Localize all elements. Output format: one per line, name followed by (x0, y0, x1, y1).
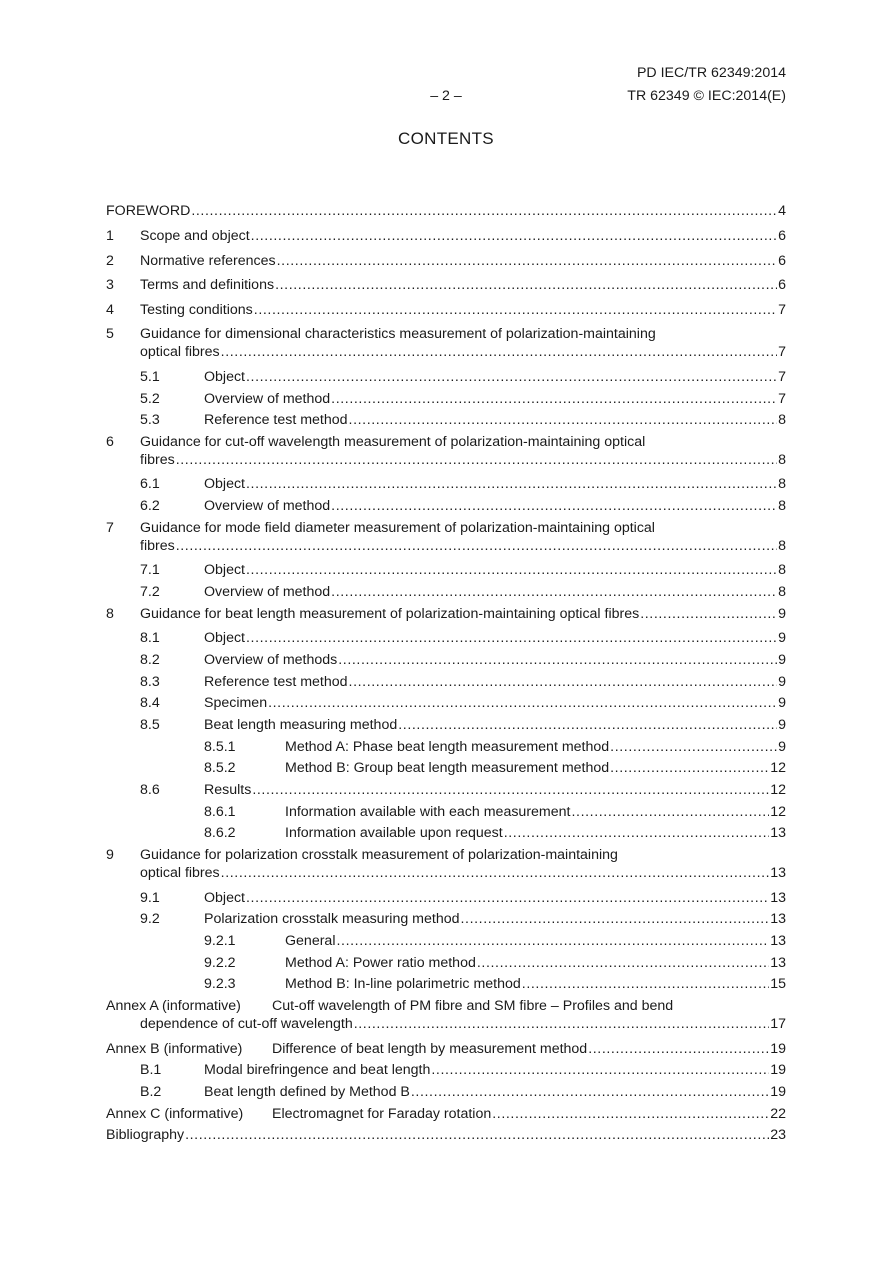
toc-entry[interactable] (106, 759, 786, 781)
toc-entry-number: 9.1 (140, 889, 160, 906)
toc-entry[interactable] (106, 910, 786, 932)
toc-entry[interactable] (106, 276, 786, 301)
toc-entry[interactable] (106, 1105, 786, 1127)
toc-entry[interactable] (106, 301, 786, 326)
toc-entry-page-number: 7 (778, 368, 786, 385)
toc-entry-title: Specimen (204, 695, 268, 712)
toc-entry-page-number: 7 (778, 390, 786, 407)
dot-leader (221, 864, 770, 882)
dot-leader (246, 561, 777, 579)
toc-entry-number: 5 (106, 326, 114, 343)
toc-entry[interactable] (106, 673, 786, 695)
toc-entry-page-number: 9 (778, 738, 786, 755)
toc-entry-number: 9.2.3 (204, 976, 236, 993)
dot-leader (349, 673, 778, 691)
dot-leader (246, 475, 777, 493)
dot-leader (275, 276, 777, 294)
toc-entry-title-continued: fibres (140, 537, 175, 554)
table-of-contents (106, 202, 786, 1148)
toc-entry-number: Annex C (informative) (106, 1105, 244, 1122)
toc-entry-title: Results (204, 782, 252, 799)
dot-leader (185, 1126, 769, 1144)
toc-entry-title-continued: dependence of cut-off wavelength (140, 1016, 353, 1033)
toc-entry-number: 5.1 (140, 368, 160, 385)
toc-entry-number: 8.4 (140, 695, 160, 712)
toc-entry-number: 8.2 (140, 651, 160, 668)
toc-entry[interactable] (106, 1040, 786, 1062)
toc-entry-page-number: 7 (778, 301, 786, 318)
toc-entry-number: 9 (106, 847, 114, 864)
toc-entry-page-number: 8 (778, 584, 786, 600)
toc-entry-number: 6.2 (140, 498, 160, 515)
dot-leader (571, 803, 769, 821)
toc-entry[interactable] (106, 475, 786, 497)
toc-entry-title: Electromagnet for Faraday rotation (272, 1105, 492, 1122)
toc-entry-title: Guidance for cut-off wavelength measurement of polarization-maintaining optical (140, 433, 646, 450)
toc-entry-title: Method B: Group beat length measurement method (285, 760, 610, 777)
dot-leader (492, 1105, 769, 1123)
dot-leader (398, 716, 777, 734)
toc-entry-number: 9.2.2 (204, 954, 236, 971)
toc-entry-number: 9.2.1 (204, 933, 236, 950)
toc-entry-title: Object (204, 562, 246, 579)
toc-entry-page-number: 17 (770, 1016, 786, 1033)
standard-reference: PD IEC/TR 62349:2014 (636, 65, 786, 81)
dot-leader (246, 889, 769, 907)
toc-entry-title: Normative references (140, 252, 276, 269)
toc-entry[interactable] (106, 694, 786, 716)
toc-entry-title: General (285, 933, 336, 950)
dot-leader (251, 227, 777, 245)
toc-entry-title: Modal birefringence and beat length (204, 1062, 431, 1079)
toc-entry-page-number: 13 (770, 933, 786, 950)
toc-entry-page-number: 6 (778, 228, 786, 244)
dot-leader (277, 252, 777, 270)
dot-leader (610, 759, 769, 777)
toc-entry-page-number: 12 (770, 760, 786, 777)
toc-entry-page-number: 13 (770, 911, 786, 928)
toc-entry[interactable] (106, 1061, 786, 1083)
toc-entry-page-number: 9 (778, 605, 786, 622)
toc-entry-number: 1 (106, 228, 114, 244)
toc-entry-page-number: 4 (778, 203, 786, 219)
toc-entry-number: 8.6 (140, 782, 160, 799)
toc-entry-number: 8.5.2 (204, 760, 236, 777)
toc-entry-page-number: 13 (770, 865, 786, 882)
toc-entry-title-continued: optical fibres (140, 865, 220, 882)
toc-entry-title: Reference test method (204, 673, 348, 690)
toc-entry-page-number: 13 (770, 954, 786, 971)
toc-entry-title: Reference test method (204, 412, 348, 429)
toc-entry-number: 3 (106, 277, 114, 294)
toc-entry-number: 8.1 (140, 630, 160, 647)
dot-leader (504, 824, 770, 842)
toc-entry-number: 8.5 (140, 717, 160, 734)
dot-leader (191, 202, 777, 220)
toc-entry[interactable] (106, 411, 786, 433)
toc-entry-title: Beat length defined by Method B (204, 1083, 410, 1100)
dot-leader (246, 629, 777, 647)
toc-entry[interactable] (106, 803, 786, 825)
toc-entry-title: Method B: In-line polarimetric method (285, 976, 521, 993)
dot-leader (354, 1015, 770, 1033)
toc-entry-page-number: 13 (770, 889, 786, 906)
toc-entry-title: Scope and object (140, 228, 250, 244)
page-number: – 2 – (430, 88, 462, 104)
toc-entry-number: 7 (106, 519, 114, 536)
toc-entry[interactable] (106, 629, 786, 651)
toc-entry-title: Method A: Power ratio method (285, 954, 476, 971)
toc-entry-number: 8.6.1 (204, 803, 236, 820)
toc-entry-title: Guidance for dimensional characteristics measurement of polarization-maintaining (140, 326, 656, 343)
dot-leader (176, 537, 777, 555)
toc-entry-page-number: 12 (770, 803, 786, 820)
toc-entry-page-number: 23 (770, 1127, 786, 1144)
toc-entry-title: Overview of method (204, 498, 331, 515)
toc-entry[interactable] (106, 1126, 786, 1148)
dot-leader (331, 497, 777, 515)
dot-leader (254, 301, 777, 319)
toc-entry-page-number: 8 (778, 562, 786, 579)
toc-entry-number: 8.3 (140, 673, 160, 690)
dot-leader (246, 368, 777, 386)
copyright-line: TR 62349 © IEC:2014(E) (627, 88, 786, 104)
toc-entry[interactable] (106, 583, 786, 605)
toc-entry-title: Object (204, 889, 246, 906)
toc-entry-number: 8.6.2 (204, 825, 236, 842)
toc-entry-title: Information available with each measurement (285, 803, 571, 820)
toc-entry-page-number: 19 (770, 1040, 786, 1057)
toc-entry-page-number: 15 (770, 976, 786, 993)
page-title: CONTENTS (398, 129, 494, 148)
toc-entry[interactable] (106, 716, 786, 738)
dot-leader (176, 451, 777, 469)
toc-entry[interactable] (106, 433, 786, 476)
toc-entry[interactable] (106, 390, 786, 412)
toc-entry-page-number: 12 (770, 782, 786, 799)
dot-leader (431, 1061, 769, 1079)
toc-entry[interactable] (106, 889, 786, 911)
toc-entry[interactable] (106, 561, 786, 583)
toc-entry[interactable] (106, 368, 786, 390)
toc-entry-number: 8.5.1 (204, 738, 236, 755)
toc-entry-title-continued: optical fibres (140, 344, 220, 361)
toc-entry-title-continued: fibres (140, 451, 175, 468)
toc-entry-number: 2 (106, 252, 114, 269)
toc-entry[interactable] (106, 781, 786, 803)
toc-entry-number: Annex B (informative) (106, 1040, 243, 1057)
toc-entry-page-number: 6 (778, 252, 786, 269)
toc-entry[interactable] (106, 824, 786, 846)
toc-entry-page-number: 9 (778, 695, 786, 712)
toc-entry-number: B.2 (140, 1083, 162, 1100)
toc-entry-title: Overview of method (204, 390, 331, 407)
toc-entry-page-number: 9 (778, 717, 786, 734)
dot-leader (221, 343, 777, 361)
toc-entry-title: Guidance for polarization crosstalk measurement of polarization-maintaining (140, 847, 618, 864)
toc-entry[interactable] (106, 227, 786, 252)
toc-entry-page-number: 8 (778, 412, 786, 429)
dot-leader (349, 411, 778, 429)
toc-entry-number: B.1 (140, 1062, 162, 1079)
toc-entry[interactable] (106, 932, 786, 954)
dot-leader (522, 975, 769, 993)
dot-leader (610, 738, 777, 756)
toc-entry-title: Bibliography (106, 1127, 185, 1144)
toc-entry-title: Guidance for beat length measurement of polarization-maintaining optical fibres (140, 605, 640, 622)
toc-entry-title: Beat length measuring method (204, 717, 398, 734)
toc-entry-number: 4 (106, 301, 114, 318)
toc-entry-title: Testing conditions (140, 301, 253, 318)
toc-entry-page-number: 19 (770, 1062, 786, 1079)
toc-entry-title: Information available upon request (285, 825, 503, 842)
toc-entry[interactable] (106, 651, 786, 673)
dot-leader (461, 910, 770, 928)
dot-leader (411, 1083, 769, 1101)
toc-entry-title: Polarization crosstalk measuring method (204, 911, 460, 928)
toc-entry[interactable] (106, 325, 786, 368)
toc-entry-number: 5.3 (140, 412, 160, 429)
toc-entry-title: Object (204, 630, 246, 647)
dot-leader (252, 781, 769, 799)
toc-entry-page-number: 8 (778, 498, 786, 515)
toc-entry[interactable] (106, 738, 786, 760)
toc-entry-number: 8 (106, 605, 114, 622)
toc-entry[interactable] (106, 846, 786, 889)
toc-entry[interactable] (106, 997, 786, 1040)
toc-entry-title: Object (204, 476, 246, 493)
toc-entry-title: Overview of methods (204, 651, 338, 668)
toc-entry[interactable] (106, 1083, 786, 1105)
toc-entry-title: Guidance for mode field diameter measurement of polarization-maintaining optical (140, 519, 655, 536)
dot-leader (331, 390, 777, 408)
dot-leader (338, 651, 777, 669)
toc-entry[interactable] (106, 605, 786, 630)
toc-entry-title: Terms and definitions (140, 277, 275, 294)
toc-entry-page-number: 8 (778, 537, 786, 554)
toc-entry[interactable] (106, 202, 786, 227)
toc-entry-number: 6.1 (140, 476, 160, 493)
toc-entry[interactable] (106, 252, 786, 277)
toc-entry[interactable] (106, 497, 786, 519)
toc-entry-page-number: 13 (770, 825, 786, 842)
toc-entry-number: 9.2 (140, 911, 160, 928)
toc-entry-page-number: 19 (770, 1083, 786, 1100)
dot-leader (477, 954, 769, 972)
toc-entry-page-number: 9 (778, 673, 786, 690)
toc-entry-number: Annex A (informative) (106, 998, 241, 1015)
toc-entry[interactable] (106, 975, 786, 997)
toc-entry-page-number: 7 (778, 344, 786, 361)
toc-entry-page-number: 8 (778, 476, 786, 493)
toc-entry[interactable] (106, 954, 786, 976)
toc-entry-title: FOREWORD (106, 203, 191, 219)
dot-leader (640, 605, 777, 623)
toc-entry-page-number: 8 (778, 451, 786, 468)
toc-entry-page-number: 9 (778, 630, 786, 647)
dot-leader (588, 1040, 769, 1058)
dot-leader (336, 932, 769, 950)
toc-entry[interactable] (106, 519, 786, 562)
toc-entry-number: 6 (106, 433, 114, 450)
toc-entry-title: Difference of beat length by measurement method (272, 1040, 588, 1057)
dot-leader (268, 694, 777, 712)
toc-entry-number: 5.2 (140, 390, 160, 407)
toc-entry-title: Overview of method (204, 584, 331, 600)
toc-entry-page-number: 6 (778, 277, 786, 294)
toc-entry-title: Method A: Phase beat length measurement method (285, 738, 610, 755)
dot-leader (331, 583, 777, 601)
toc-entry-page-number: 9 (778, 651, 786, 668)
toc-entry-number: 7.1 (140, 562, 160, 579)
toc-entry-title: Object (204, 368, 246, 385)
toc-entry-page-number: 22 (770, 1105, 786, 1122)
toc-entry-number: 7.2 (140, 584, 160, 600)
toc-entry-title: Cut-off wavelength of PM fibre and SM fibre – Profiles and bend (272, 998, 674, 1015)
